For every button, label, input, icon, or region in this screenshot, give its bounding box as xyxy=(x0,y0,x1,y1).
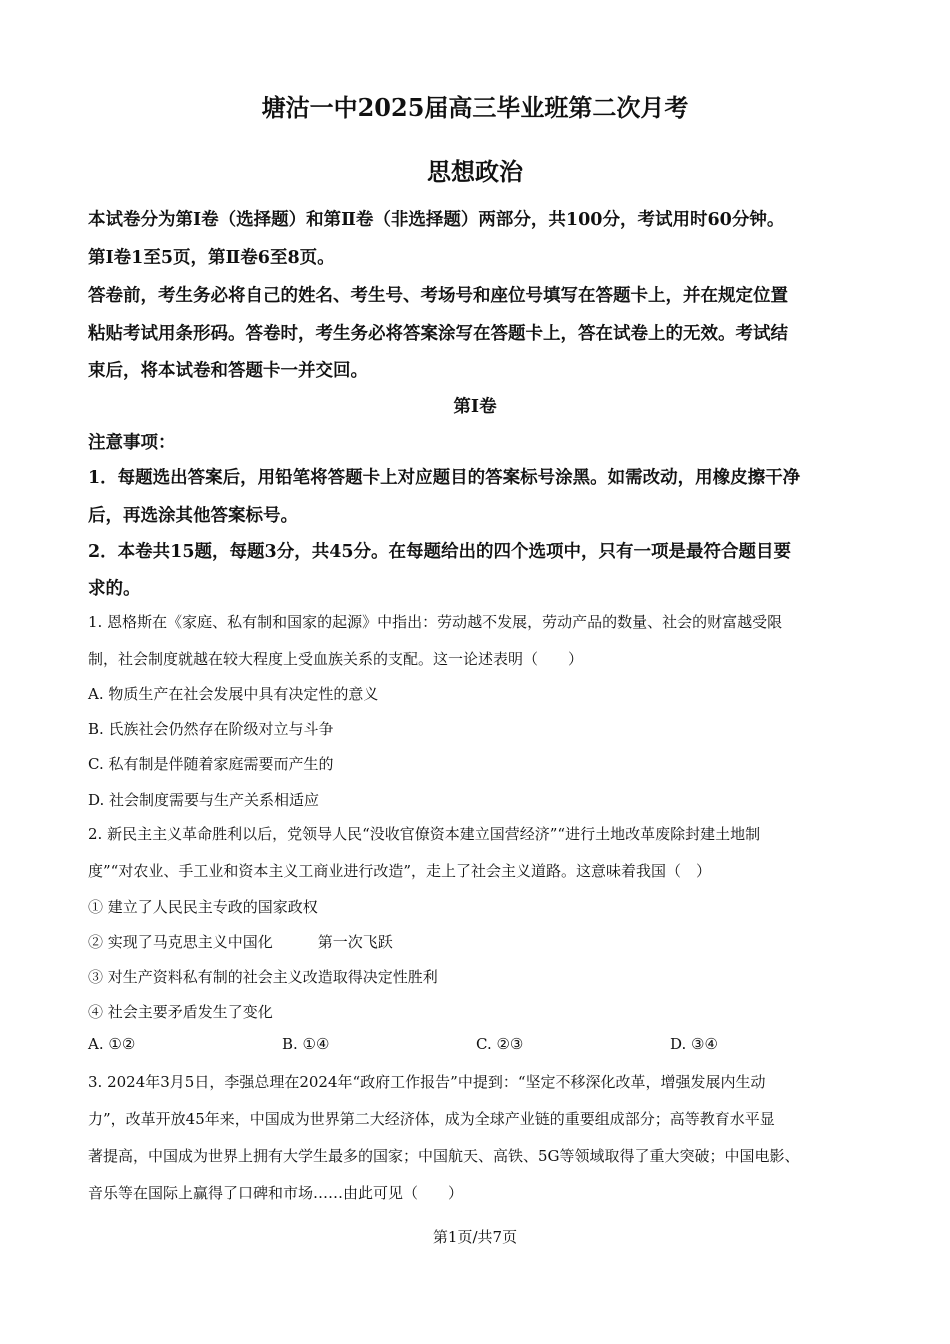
question-2-item-4: ④ 社会主要矛盾发生了变化 xyxy=(88,1003,273,1021)
question-2-text: 度”“对农业、手工业和资本主义工商业进行改造”，走上了社会主义道路。这意味着我国（ ） xyxy=(88,862,712,880)
question-2-item-1: ① 建立了人民民主专政的国家政权 xyxy=(88,898,318,916)
question-1-option-b: B. 氏族社会仍然存在阶级对立与斗争 xyxy=(88,720,334,738)
subject-title: 思想政治 xyxy=(427,157,523,186)
question-2-item-3: ③ 对生产资料私有制的社会主义改造取得决定性胜利 xyxy=(88,968,438,986)
intro-line: 第Ⅰ卷1至5页，第Ⅱ卷6至8页。 xyxy=(88,248,335,268)
notice-line: 1．每题选出答案后，用铅笔将答题卡上对应题目的答案标号涂黑。如需改动，用橡皮擦干净 xyxy=(88,468,801,488)
exam-title: 塘沽一中2025届高三毕业班第二次月考 xyxy=(261,93,689,122)
question-2-choice-a: A. ①② xyxy=(88,1035,136,1053)
notice-title: 注意事项： xyxy=(88,433,176,453)
question-2-choice-d: D. ③④ xyxy=(670,1035,718,1053)
question-1-option-c: C. 私有制是伴随着家庭需要而产生的 xyxy=(88,755,334,773)
intro-line: 粘贴考试用条形码。答卷时，考生务必将答案涂写在答题卡上，答在试卷上的无效。考试结 xyxy=(88,324,788,344)
page-number: 第1页/共7页 xyxy=(432,1228,518,1246)
question-3-text: 力”，改革开放45年来，中国成为世界第二大经济体，成为全球产业链的重要组成部分；高等教育水平显 xyxy=(88,1110,775,1128)
question-1-option-d: D. 社会制度需要与生产关系相适应 xyxy=(88,791,320,809)
notice-line: 2．本卷共15题，每题3分，共45分。在每题给出的四个选项中，只有一项是最符合题目要 xyxy=(88,542,792,562)
section-title: 第Ⅰ卷 xyxy=(453,397,497,417)
question-3-text: 著提高，中国成为世界上拥有大学生最多的国家；中国航天、高铁、5G等领域取得了重大突破；中国电影、 xyxy=(88,1147,800,1165)
question-3-text: 音乐等在国际上赢得了口碑和市场……由此可见（ ） xyxy=(88,1184,464,1202)
question-1-text: 制，社会制度就越在较大程度上受血族关系的支配。这一论述表明（ ） xyxy=(88,650,584,668)
question-2-choice-b: B. ①④ xyxy=(282,1035,330,1053)
intro-line: 本试卷分为第Ⅰ卷（选择题）和第Ⅱ卷（非选择题）两部分，共100分，考试用时60分钟。 xyxy=(88,210,785,230)
question-1-option-a: A. 物质生产在社会发展中具有决定性的意义 xyxy=(88,685,379,703)
question-1-text: 1. 恩格斯在《家庭、私有制和国家的起源》中指出：劳动越不发展，劳动产品的数量、社会的财富越受限 xyxy=(88,613,783,631)
question-3-text: 3. 2024年3月5日，李强总理在2024年“政府工作报告”中提到：“坚定不移深化改革，增强发展内生动 xyxy=(88,1073,766,1091)
intro-line: 答卷前，考生务必将自己的姓名、考生号、考场号和座位号填写在答题卡上，并在规定位置 xyxy=(88,286,788,306)
question-2-item-2: ② 实现了马克思主义中国化 第一次飞跃 xyxy=(88,933,393,951)
notice-line: 求的。 xyxy=(88,579,141,599)
question-2-text: 2. 新民主主义革命胜利以后，党领导人民“没收官僚资本建立国营经济”“进行土地改革废除封建土地制 xyxy=(88,825,761,843)
intro-line: 束后，将本试卷和答题卡一并交回。 xyxy=(88,361,368,381)
question-2-choice-c: C. ②③ xyxy=(476,1035,524,1053)
notice-line: 后，再选涂其他答案标号。 xyxy=(88,506,298,526)
